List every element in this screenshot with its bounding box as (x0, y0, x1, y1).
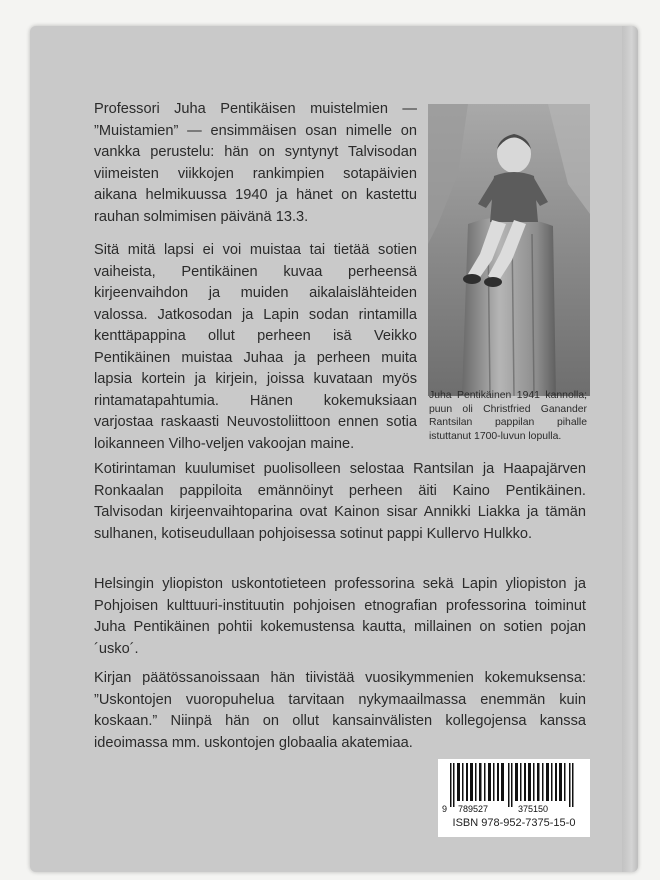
book-back-cover (30, 26, 638, 872)
barcode-bars (438, 759, 590, 815)
paragraph-5: Kirjan päätössanoissaan hän tiivistää vuosikymmenien kokemuksensa: ”Uskontojen vuoropuhelua tarvitaan nykymaailmassa enemmän kuin koskaan.” Niinpä hän on ollut kansainvälisten kollegojensa kanssa ideoimassa mm. uskontojen globaalia akatemiaa. (94, 670, 586, 751)
barcode-digits-group1: 789527 (458, 804, 489, 814)
barcode-digits-group2: 375150 (518, 804, 549, 814)
photo-caption: Juha Pentikäinen 1941 kannolla; puun oli Christfried Ganander Rantsilan pappilan pihalle istuttanut 1700-luvun lopulla. (429, 390, 587, 442)
paragraph-3: Kotirintaman kuulumiset puolisolleen selostaa Rantsilan ja Haapajärven Ronkaalan pappiloita emännöinyt perheen äiti Kaino Pentikäinen. Talvisodan kirjeenvaihtoparina ovat Kainon sisar Annikki Liakka ja tämän sulhanen, kotiseudullaan pohjoisessa sotinut pappi Kullervo Hulkko. (94, 461, 586, 542)
isbn-number: ISBN 978-952-7375-15-0 (452, 817, 576, 829)
paragraph-1: Professori Juha Pentikäisen muistelmien — ”Muistamien” — ensimmäisen osan nimelle on vankka perustelu: hän on syntynyt Talvisodan viimeisten viikkojen rankimpien sotapäivien aikana helmikuussa 1940 ja hänet on kastettu rauhan solmimisen päivänä 13.3. (94, 101, 417, 225)
paragraph-4: Helsingin yliopiston uskontotieteen professorina sekä Lapin yliopiston ja Pohjoisen kulttuuri-instituutin pohjoisen etnografian professorina toiminut Juha Pentikäinen pohtii kokemustensa kautta, millainen on sotien pojan ´usko´. (94, 576, 586, 657)
photo-illustration (428, 104, 590, 396)
child-photo (428, 104, 590, 396)
cover-edge (622, 26, 638, 872)
barcode (438, 759, 590, 837)
barcode-digit-left: 9 (442, 804, 448, 814)
paragraph-2: Sitä mitä lapsi ei voi muistaa tai tietää sotien vaiheista, Pentikäinen kuvaa perheensä kirjeenvaihdon ja muiden aikalaislähteiden valossa. Jatkosodan ja Lapin sodan rintamilla kenttäpappina ollut perheen isä Veikko Pentikäinen muistaa Juhaa ja perheen muita lapsia kortein ja kirjein, joissa kuvataan myös rintamatapahtumia. Hänen kokemuksiaan varjostaa raskaasti Neuvostoliittoon ennen sotia loikanneen Vilho-veljen vakoojan maine. (94, 242, 417, 452)
